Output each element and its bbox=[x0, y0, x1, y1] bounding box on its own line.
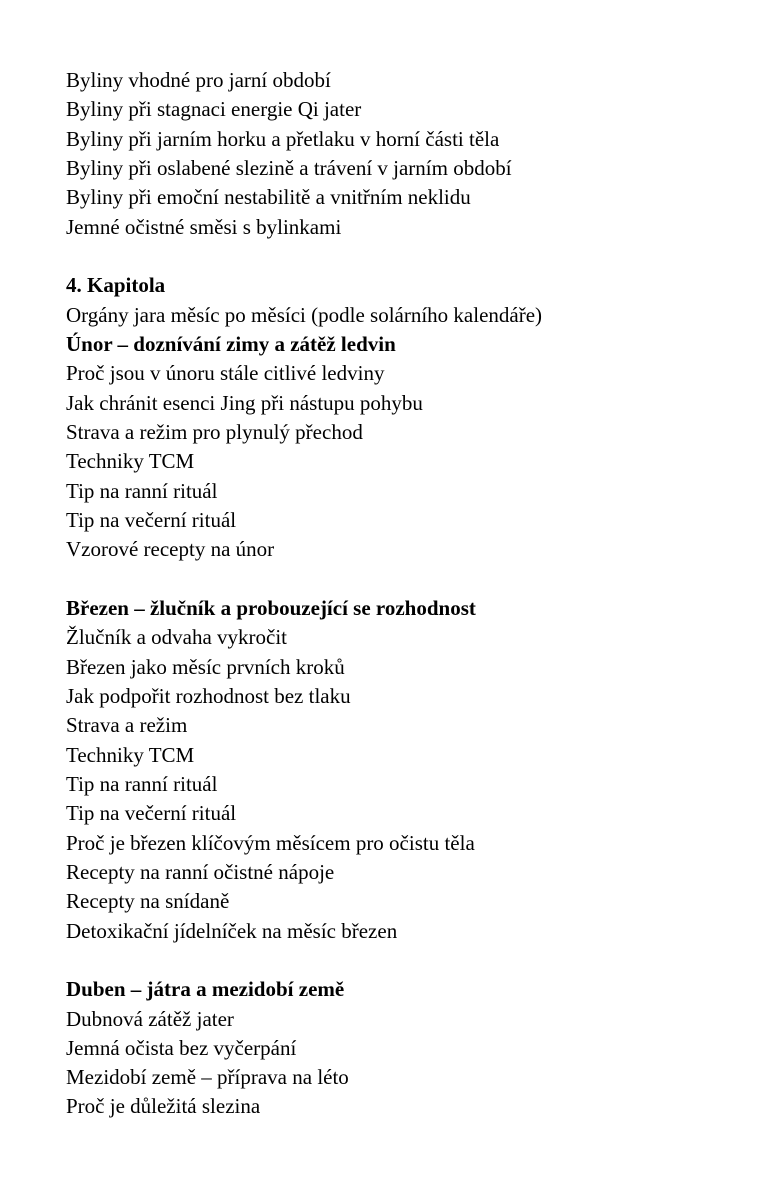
toc-section bbox=[66, 66, 719, 242]
toc-line: Byliny při oslabené slezině a trávení v jarním období bbox=[66, 155, 512, 180]
toc-heading-line: 4. Kapitola bbox=[66, 273, 166, 298]
toc-heading-line: Duben – játra a mezidobí země bbox=[66, 977, 345, 1002]
toc-line: Tip na ranní rituál bbox=[66, 478, 218, 503]
toc-line: Proč jsou v únoru stále citlivé ledviny bbox=[66, 361, 385, 386]
toc-line: Byliny při emoční nestabilitě a vnitřním neklidu bbox=[66, 185, 471, 210]
toc-line: Recepty na snídaně bbox=[66, 889, 230, 914]
toc-heading-line: Březen – žlučník a probouzející se rozhodnost bbox=[66, 595, 476, 620]
toc-line: Jemná očista bez vyčerpání bbox=[66, 1035, 297, 1060]
toc-line: Strava a režim pro plynulý přechod bbox=[66, 419, 363, 444]
toc-line: Techniky TCM bbox=[66, 449, 195, 474]
toc-line: Byliny při stagnaci energie Qi jater bbox=[66, 97, 362, 122]
toc-section bbox=[66, 594, 719, 946]
toc-section bbox=[66, 271, 719, 564]
toc-line: Dubnová zátěž jater bbox=[66, 1006, 234, 1031]
toc-content bbox=[66, 66, 719, 1122]
toc-line: Proč je důležitá slezina bbox=[66, 1094, 261, 1119]
toc-heading-line: Únor – doznívání zimy a zátěž ledvin bbox=[66, 331, 396, 356]
toc-line: Strava a režim bbox=[66, 713, 188, 738]
toc-line: Orgány jara měsíc po měsíci (podle solárního kalendáře) bbox=[66, 302, 543, 327]
toc-line: Jak podpořit rozhodnost bez tlaku bbox=[66, 683, 351, 708]
toc-line: Vzorové recepty na únor bbox=[66, 537, 275, 562]
toc-line: Tip na večerní rituál bbox=[66, 801, 237, 826]
toc-line: Detoxikační jídelníček na měsíc březen bbox=[66, 918, 398, 943]
toc-line: Jemné očistné směsi s bylinkami bbox=[66, 214, 342, 239]
toc-line: Tip na ranní rituál bbox=[66, 771, 218, 796]
toc-line: Žlučník a odvaha vykročit bbox=[66, 625, 288, 650]
toc-line: Techniky TCM bbox=[66, 742, 195, 767]
toc-line: Jak chránit esenci Jing při nástupu pohybu bbox=[66, 390, 423, 415]
toc-line: Tip na večerní rituál bbox=[66, 507, 237, 532]
toc-line: Mezidobí země – příprava na léto bbox=[66, 1065, 349, 1090]
toc-line: Recepty na ranní očistné nápoje bbox=[66, 859, 335, 884]
toc-section bbox=[66, 975, 719, 1122]
toc-line: Byliny při jarním horku a přetlaku v horní části těla bbox=[66, 126, 500, 151]
toc-line: Proč je březen klíčovým měsícem pro očistu těla bbox=[66, 830, 475, 855]
toc-line: Byliny vhodné pro jarní období bbox=[66, 68, 331, 92]
toc-line: Březen jako měsíc prvních kroků bbox=[66, 654, 345, 679]
